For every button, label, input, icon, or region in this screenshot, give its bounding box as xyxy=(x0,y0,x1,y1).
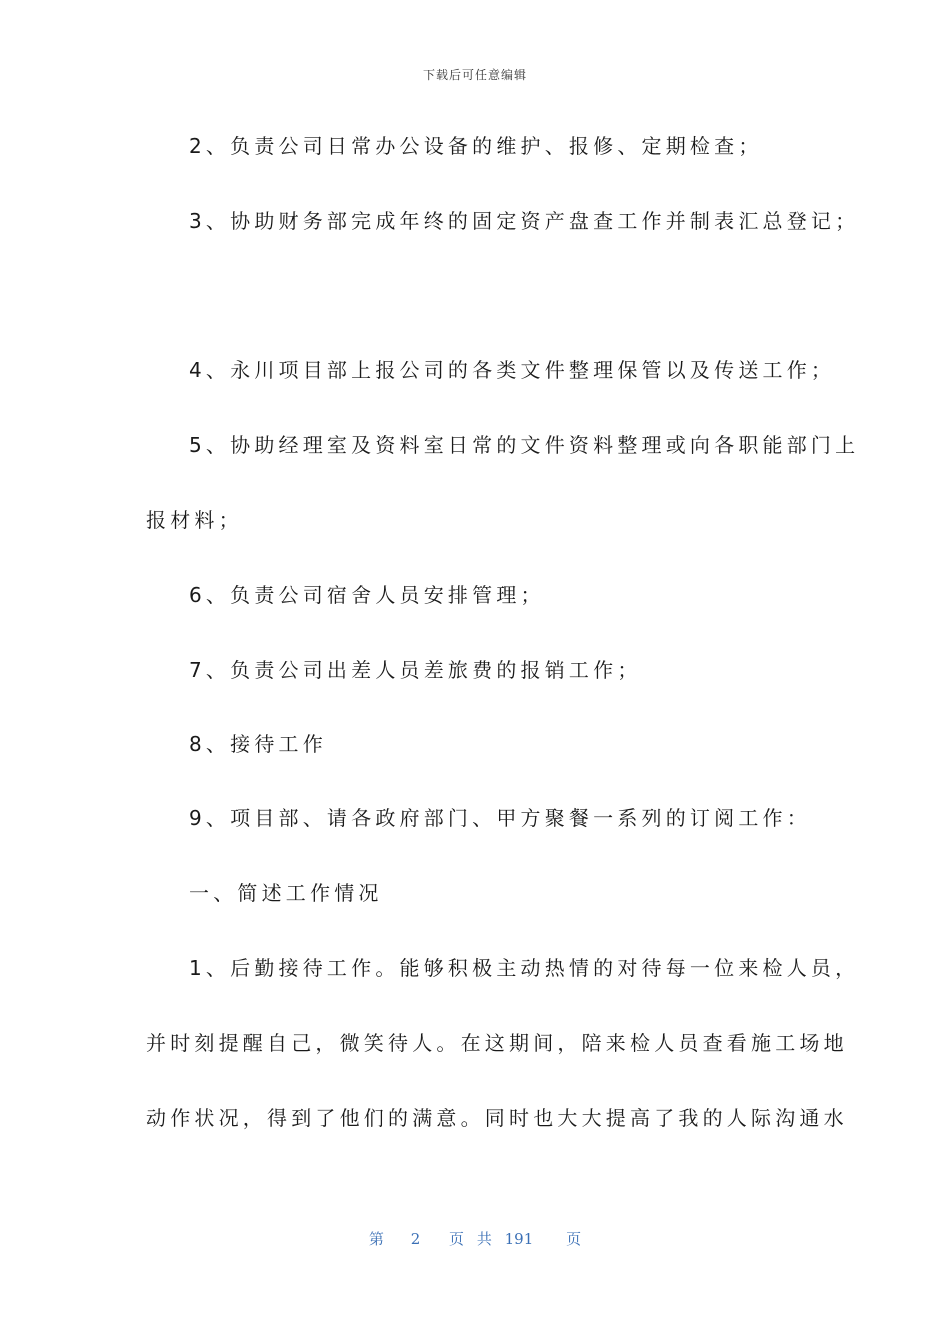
footer-page-word: 页 xyxy=(449,1230,465,1248)
text-line: 1、后勤接待工作。能够积极主动热情的对待每一位来检人员， xyxy=(189,956,860,980)
text-line: 并时刻提醒自己，微笑待人。在这期间，陪来检人员查看施工场地 xyxy=(146,1031,848,1055)
page-footer xyxy=(0,1228,950,1249)
text-line: 3、协助财务部完成年终的固定资产盘查工作并制表汇总登记； xyxy=(189,209,860,233)
text-line: 9、项目部、请各政府部门、甲方聚餐一系列的订阅工作： xyxy=(189,806,811,830)
text-line: 2、负责公司日常办公设备的维护、报修、定期检查； xyxy=(189,134,763,158)
footer-suffix: 页 xyxy=(566,1230,582,1248)
section-heading: 一、简述工作情况 xyxy=(189,881,383,905)
text-line: 5、协助经理室及资料室日常的文件资料整理或向各职能部门上 xyxy=(189,433,860,457)
footer-total-pages: 191 xyxy=(504,1230,534,1248)
footer-prefix: 第 xyxy=(368,1230,384,1248)
text-line: 8、接待工作 xyxy=(189,732,327,756)
text-line: 动作状况，得到了他们的满意。同时也大大提高了我的人际沟通水 xyxy=(146,1106,848,1130)
text-line: 4、永川项目部上报公司的各类文件整理保管以及传送工作； xyxy=(189,358,836,382)
footer-page-number: 2 xyxy=(410,1230,421,1248)
text-line: 6、负责公司宿舍人员安排管理； xyxy=(189,583,545,607)
header-note: 下载后可任意编辑 xyxy=(422,68,527,82)
text-line: 报材料； xyxy=(146,508,243,532)
text-line: 7、负责公司出差人员差旅费的报销工作； xyxy=(189,658,642,682)
footer-total-word: 共 xyxy=(476,1230,492,1248)
